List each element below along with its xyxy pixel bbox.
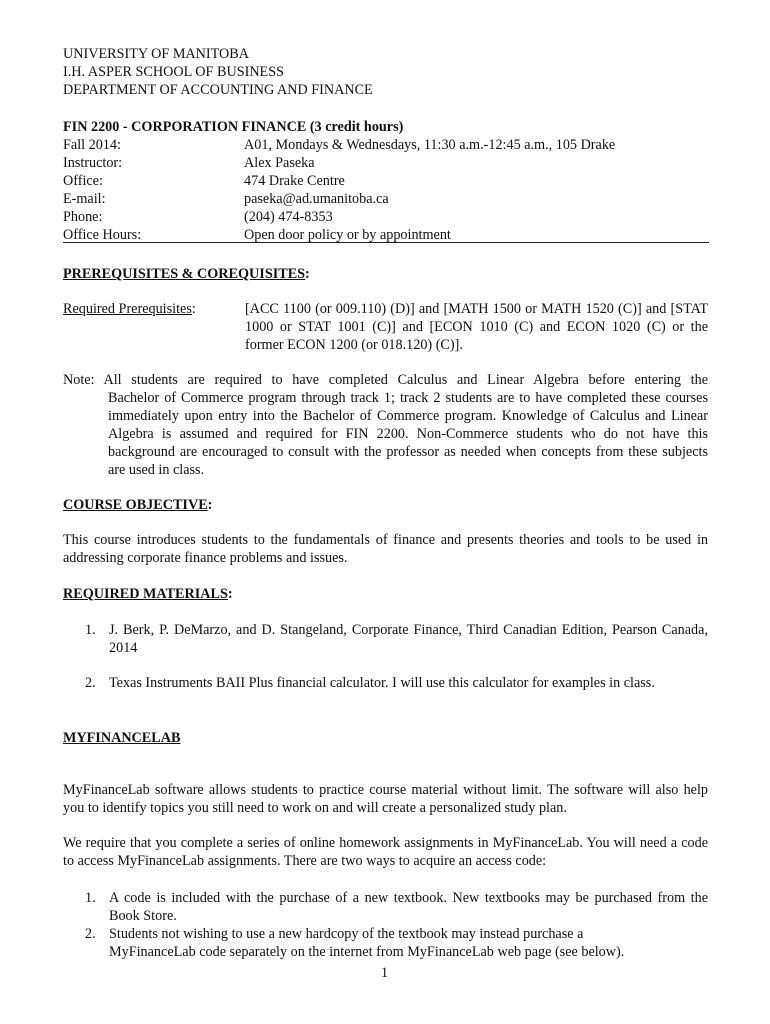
materials-heading-text: REQUIRED MATERIALS bbox=[63, 586, 228, 602]
info-row-office bbox=[63, 172, 709, 190]
email-link[interactable]: paseka@ad.umanitoba.ca bbox=[244, 191, 389, 207]
list-text: Students not wishing to use a new hardcopy of the textbook may instead purchase a MyFinanceLab code separately on the internet from MyFinanceLab web page (see below). bbox=[109, 926, 625, 960]
info-label: Instructor: bbox=[63, 155, 123, 171]
objective-heading: COURSE OBJECTIVE: bbox=[63, 497, 213, 513]
info-label: Office Hours: bbox=[63, 227, 142, 243]
myfinancelab-item-2 bbox=[85, 925, 708, 961]
department-name: DEPARTMENT OF ACCOUNTING AND FINANCE bbox=[63, 82, 373, 98]
materials-item-2 bbox=[85, 674, 708, 692]
objective-text: This course introduces students to the fundamentals of finance and presents theories and tools to be used in addressing corporate finance problems and issues. bbox=[63, 532, 708, 566]
myfinancelab-heading: MYFINANCELAB bbox=[63, 730, 181, 746]
prereq-label-text: Required Prerequisites bbox=[63, 301, 192, 317]
header-block bbox=[63, 45, 373, 99]
myfinancelab-para-2: We require that you complete a series of online homework assignments in MyFinanceLab. You will need a code to access MyFinanceLab assignments. There are two ways to acquire an access code: bbox=[63, 835, 708, 869]
list-text: A code is included with the purchase of a new textbook. New textbooks may be purchased from the Book Store. bbox=[109, 890, 708, 924]
info-row-instructor bbox=[63, 154, 709, 172]
prereq-heading: PREREQUISITES & COREQUISITES: bbox=[63, 266, 310, 282]
page-number: 1 bbox=[381, 965, 389, 981]
materials-heading: REQUIRED MATERIALS: bbox=[63, 586, 233, 602]
info-label: Fall 2014: bbox=[63, 137, 121, 153]
course-info-table bbox=[63, 136, 709, 244]
list-text: Texas Instruments BAII Plus financial calculator. I will use this calculator for examples in class. bbox=[109, 675, 655, 691]
list-text: J. Berk, P. DeMarzo, and D. Stangeland, Corporate Finance, Third Canadian Edition, Pearson Canada, 2014 bbox=[109, 622, 708, 656]
materials-item-1 bbox=[85, 621, 708, 657]
info-row-phone bbox=[63, 208, 709, 226]
info-value: A01, Mondays & Wednesdays, 11:30 a.m.-12:45 a.m., 105 Drake bbox=[244, 137, 616, 153]
list-number: 1. bbox=[85, 890, 96, 906]
info-row-term bbox=[63, 136, 709, 154]
info-label: E-mail: bbox=[63, 191, 106, 207]
prereq-note bbox=[63, 371, 708, 479]
list-number: 2. bbox=[85, 926, 96, 942]
university-name: UNIVERSITY OF MANITOBA bbox=[63, 46, 250, 62]
info-value: Alex Paseka bbox=[244, 155, 315, 171]
objective-heading-text: COURSE OBJECTIVE bbox=[63, 497, 208, 513]
header-divider bbox=[63, 242, 709, 243]
prereq-label: Required Prerequisites: bbox=[63, 301, 196, 317]
myfinancelab-para-1: MyFinanceLab software allows students to practice course material without limit. The software will also help you to identify topics you still need to work on and will create a personalized study plan. bbox=[63, 782, 708, 816]
note-first-line: Note: All students are required to have completed Calculus and Linear Algebra before entering the bbox=[63, 372, 708, 388]
prereq-text: [ACC 1100 (or 009.110) (D)] and [MATH 1500 or MATH 1520 (C)] and [STAT 1000 or STAT 1001 (C)] and [ECON 1010 (C) and ECON 1020 (C) or the former ECON 1200 (or 018.120) (C)]. bbox=[245, 301, 708, 353]
info-value: (204) 474-8353 bbox=[244, 209, 333, 225]
info-row-email bbox=[63, 190, 709, 208]
myfinancelab-item-1 bbox=[85, 889, 708, 925]
list-number: 2. bbox=[85, 675, 96, 691]
school-name: I.H. ASPER SCHOOL OF BUSINESS bbox=[63, 64, 285, 80]
info-value: 474 Drake Centre bbox=[244, 173, 345, 189]
note-rest: Bachelor of Commerce program through track 1; track 2 students are to have completed these courses immediately upon entry into the Bachelor of Commerce program. Knowledge of Calculus and Linear Algebra is assumed and required for FIN 2200. Non-Commerce students who do not have this background are encouraged to consult with the professor as needed when concepts from these subjects are used in class. bbox=[108, 390, 708, 478]
info-value: Open door policy or by appointment bbox=[244, 227, 451, 243]
info-label: Phone: bbox=[63, 209, 103, 225]
list-number: 1. bbox=[85, 622, 96, 638]
info-label: Office: bbox=[63, 173, 103, 189]
course-title: FIN 2200 - CORPORATION FINANCE (3 credit hours) bbox=[63, 119, 404, 135]
prereq-heading-text: PREREQUISITES & COREQUISITES bbox=[63, 266, 306, 282]
